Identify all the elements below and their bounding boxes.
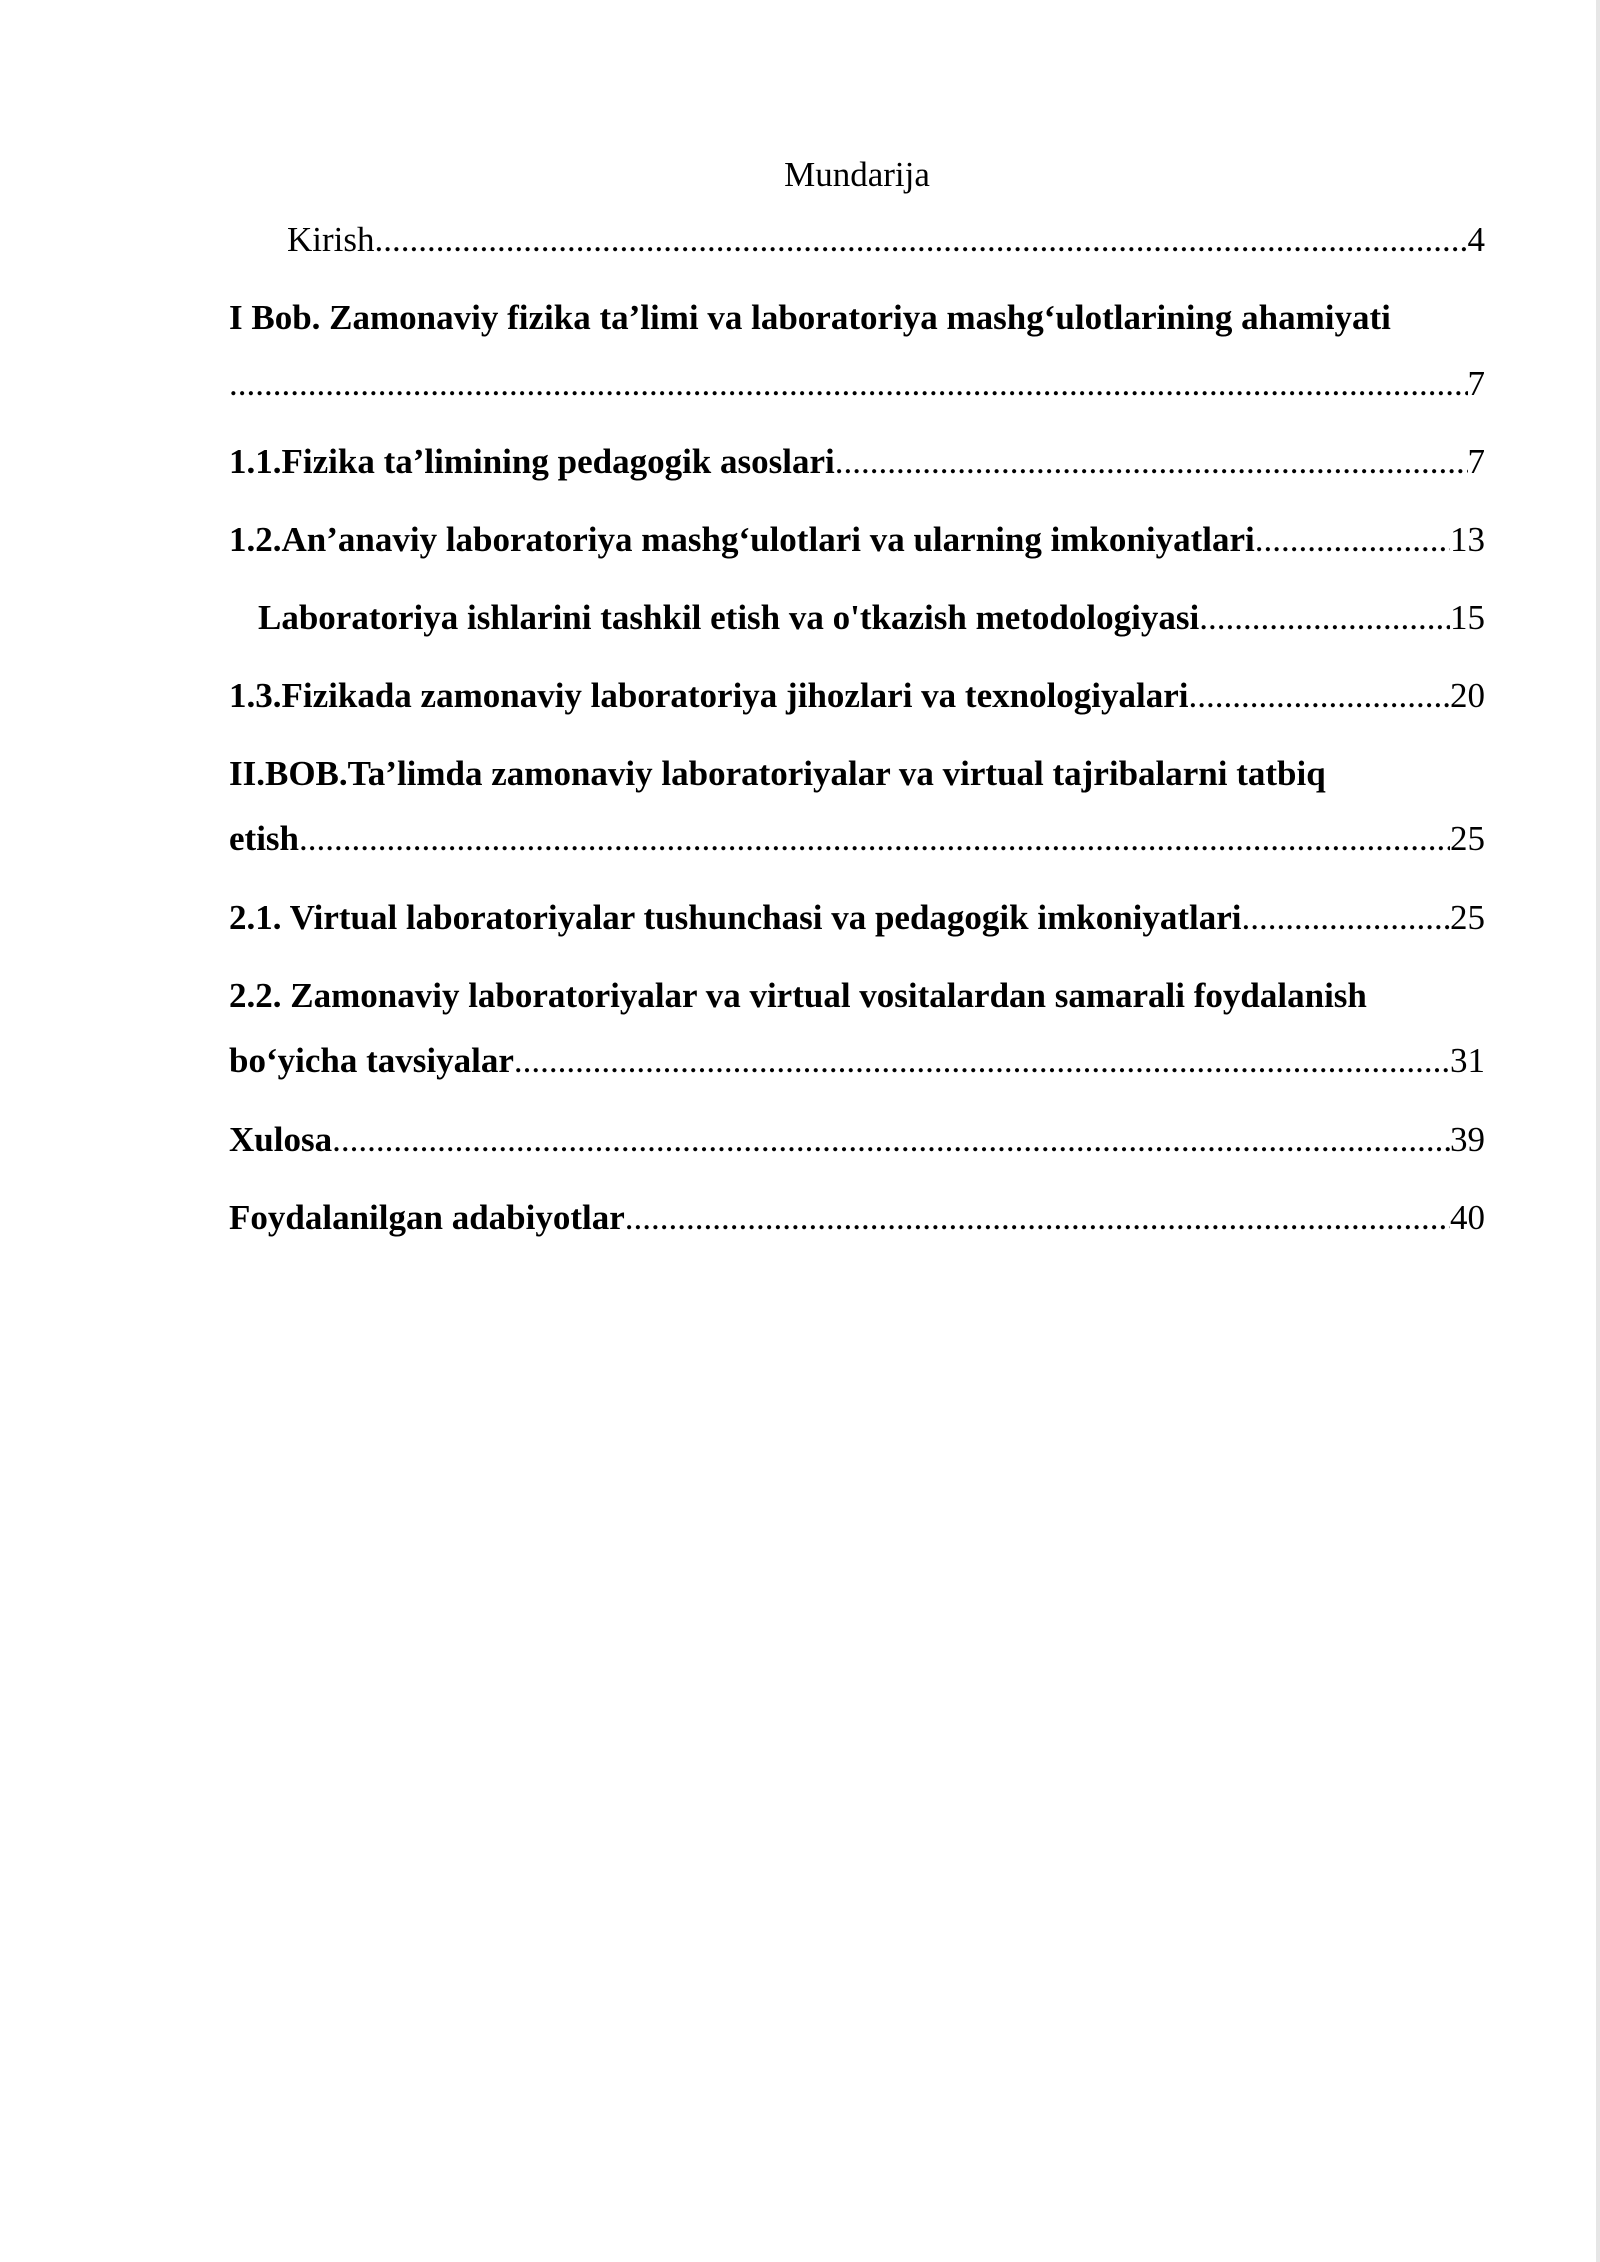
toc-page-number: 25: [1450, 819, 1485, 858]
toc-entry-label: Kirish: [287, 220, 375, 259]
toc-dot-leader: [375, 215, 1468, 265]
toc-entry-1-2-sub[interactable]: [229, 593, 1485, 643]
toc-dot-leader: [299, 814, 1450, 864]
toc-entry-label: Laboratoriya ishlarini tashkil etish va o'tkazish metodologiyasi: [258, 598, 1200, 637]
toc-entry-xulosa[interactable]: [229, 1115, 1485, 1165]
toc-entry-label: 1.2.An’anaviy laboratoriya mashg‘ulotlari va ularning imkoniyatlari: [229, 520, 1255, 559]
toc-dot-leader: [1255, 515, 1450, 565]
toc-page-number: 4: [1467, 220, 1485, 259]
toc-page-number: 39: [1450, 1120, 1485, 1159]
toc-entry-label: etish: [229, 819, 299, 858]
toc-page-number: 7: [1467, 442, 1485, 481]
toc-page-number: 13: [1450, 520, 1485, 559]
toc-entry-label: 1.1.Fizika ta’limining pedagogik asoslari: [229, 442, 835, 481]
toc-page-number: 20: [1450, 676, 1485, 715]
toc-page-number: 25: [1450, 898, 1485, 937]
toc-entry-bob2[interactable]: [229, 749, 1485, 864]
toc-dot-leader: [1199, 593, 1450, 643]
toc-page-number: 7: [1467, 364, 1485, 403]
toc-entry-adabiyotlar[interactable]: [229, 1193, 1485, 1243]
toc-entry-1-3[interactable]: [229, 671, 1485, 721]
toc-entry-label-line1: I Bob. Zamonaviy fizika ta’limi va laboratoriya mashg‘ulotlarining ahamiyati: [229, 298, 1391, 337]
toc-dot-leader: [835, 437, 1468, 487]
toc-entry-bob1[interactable]: [229, 293, 1485, 409]
toc-entry-label: Foydalanilgan adabiyotlar: [229, 1198, 625, 1237]
toc-entry-2-1[interactable]: [229, 893, 1485, 943]
toc-dot-leader: [625, 1193, 1450, 1243]
toc-dot-leader: [229, 359, 1468, 409]
toc-entry-2-2[interactable]: [229, 971, 1485, 1086]
toc-entry-label: bo‘yicha tavsiyalar: [229, 1041, 514, 1080]
toc-page-number: 40: [1450, 1198, 1485, 1237]
toc-entry-kirish[interactable]: [229, 215, 1485, 265]
toc-dot-leader: [514, 1036, 1450, 1086]
toc-entry-label: Xulosa: [229, 1120, 333, 1159]
toc-dot-leader: [1242, 893, 1450, 943]
toc-entry-label-line1: II.BOB.Ta’limda zamonaviy laboratoriyalar va virtual tajribalarni tatbiq: [229, 754, 1326, 793]
toc-entry-label: 1.3.Fizikada zamonaviy laboratoriya jihozlari va texnologiyalari: [229, 676, 1189, 715]
toc-dot-leader: [332, 1115, 1450, 1165]
toc-page-number: 15: [1450, 598, 1485, 637]
page-edge: [1596, 0, 1600, 2262]
toc-entry-label-line1: 2.2. Zamonaviy laboratoriyalar va virtual vositalardan samarali foydalanish: [229, 976, 1367, 1015]
toc-entry-1-1[interactable]: [229, 437, 1485, 487]
toc-entry-1-2[interactable]: [229, 515, 1485, 565]
toc-title: Mundarija: [784, 155, 930, 194]
toc-page-number: 31: [1450, 1041, 1485, 1080]
toc-dot-leader: [1189, 671, 1450, 721]
toc-entry-label: 2.1. Virtual laboratoriyalar tushunchasi va pedagogik imkoniyatlari: [229, 898, 1242, 937]
